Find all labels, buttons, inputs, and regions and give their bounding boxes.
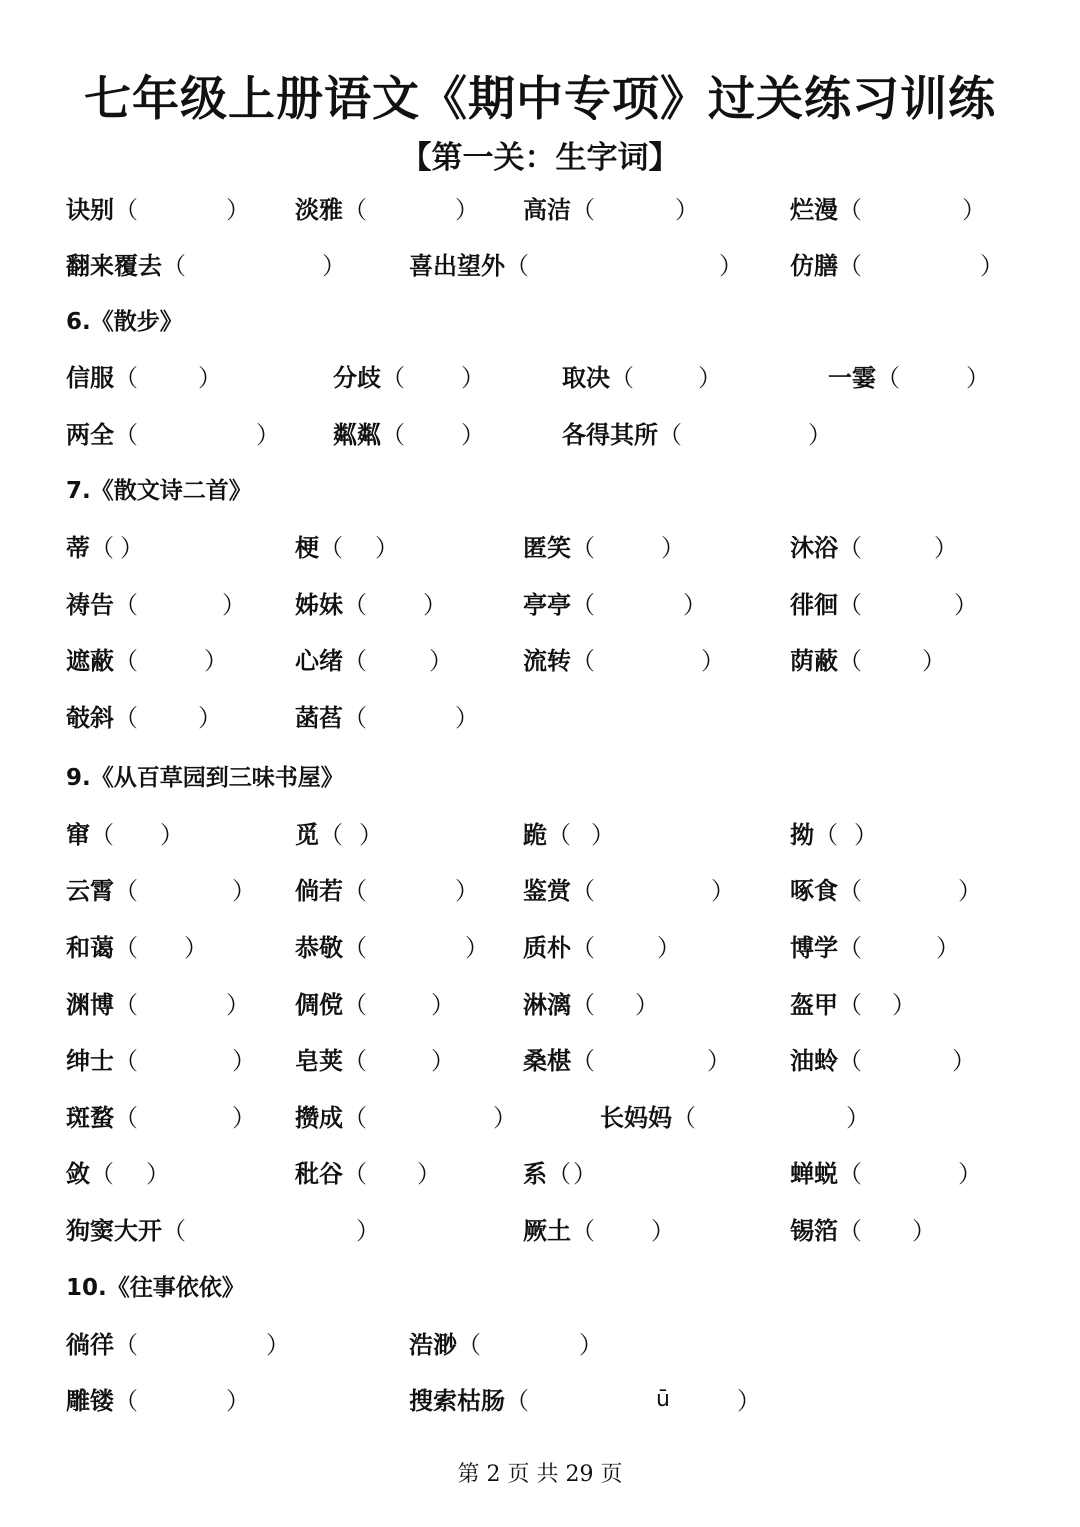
- vocab-row: 喜出望外（ ）: [409, 252, 743, 280]
- vocab-row: 皂荚（ ）: [295, 1047, 455, 1075]
- vocab-word: 淡雅: [295, 196, 343, 224]
- vocab-row: 仿膳（ ）: [790, 252, 1004, 280]
- vocab-row: 一霎（ ）: [828, 364, 990, 392]
- vocab-word: 蝉蜕: [790, 1160, 838, 1188]
- vocab-word: 觅: [295, 821, 319, 849]
- vocab-row: 觅（ ）: [295, 821, 383, 849]
- vocab-word: 菡萏: [295, 704, 343, 732]
- vocab-word: 绅士: [66, 1047, 114, 1075]
- vocab-row: 诀别（ ）: [66, 196, 250, 224]
- vocab-word: 倜傥: [295, 991, 343, 1019]
- vocab-row: 渊博（ ）: [66, 991, 250, 1019]
- vocab-word: 翻来覆去: [66, 252, 162, 280]
- vocab-word: 拗: [790, 821, 814, 849]
- vocab-word: 和蔼: [66, 934, 114, 962]
- vocab-word: 信服: [66, 364, 114, 392]
- vocab-row: 徘徊（ ）: [790, 591, 978, 619]
- vocab-row: 烂漫（ ）: [790, 196, 986, 224]
- vocab-row: 心绪（ ）: [295, 647, 453, 675]
- vocab-row: 信服（ ）: [66, 364, 222, 392]
- section-subtitle: 【第一关：生字词】: [400, 140, 680, 176]
- vocab-row: 质朴（ ）: [523, 934, 681, 962]
- vocab-word: 长妈妈: [600, 1104, 672, 1132]
- vocab-word: 流转: [523, 647, 571, 675]
- vocab-row: 荫蔽（ ）: [790, 647, 946, 675]
- vocab-row: 两全（ ）: [66, 421, 280, 449]
- vocab-row: 攒成（ ）: [295, 1104, 517, 1132]
- vocab-word: 油蛉: [790, 1047, 838, 1075]
- vocab-word: 喜出望外: [409, 252, 505, 280]
- vocab-row: 锡箔（ ）: [790, 1217, 936, 1245]
- vocab-row: 绅士（ ）: [66, 1047, 256, 1075]
- vocab-word: 蒂: [66, 534, 90, 562]
- vocab-word: 锡箔: [790, 1217, 838, 1245]
- vocab-row: 桑椹（ ）: [523, 1047, 731, 1075]
- vocab-word: 渊博: [66, 991, 114, 1019]
- vocab-row: 浩渺（ ）: [409, 1331, 603, 1359]
- vocab-word: 盔甲: [790, 991, 838, 1019]
- vocab-word: 浩渺: [409, 1331, 457, 1359]
- vocab-word: 荫蔽: [790, 647, 838, 675]
- vocab-word: 倘若: [295, 877, 343, 905]
- vocab-row: 系（）: [523, 1160, 597, 1188]
- vocab-row: 厥土（ ）: [523, 1217, 675, 1245]
- vocab-word: 亭亭: [523, 591, 571, 619]
- vocab-word: 两全: [66, 421, 114, 449]
- vocab-word: 烂漫: [790, 196, 838, 224]
- vocab-word: 分歧: [333, 364, 381, 392]
- vocab-word: 跪: [523, 821, 547, 849]
- vocab-row: 高洁（ ）: [523, 196, 699, 224]
- vocab-word: 云霄: [66, 877, 114, 905]
- vocab-word: 鉴赏: [523, 877, 571, 905]
- vocab-word: 诀别: [66, 196, 114, 224]
- vocab-row: 淋漓（ ）: [523, 991, 659, 1019]
- vocab-row: 搜索枯肠（ ）: [409, 1387, 761, 1415]
- vocab-row: 博学（ ）: [790, 934, 960, 962]
- vocab-row: 姊妹（ ）: [295, 591, 447, 619]
- section-heading: 10.《往事依依》: [66, 1275, 245, 1301]
- vocab-word: 徘徊: [790, 591, 838, 619]
- vocab-row: 倘若（ ）: [295, 877, 479, 905]
- vocab-row: 斑蝥（ ）: [66, 1104, 256, 1132]
- vocab-row: 窜（ ）: [66, 821, 184, 849]
- vocab-row: 蝉蜕（ ）: [790, 1160, 982, 1188]
- vocab-row: 徜徉（ ）: [66, 1331, 290, 1359]
- vocab-word: 桑椹: [523, 1047, 571, 1075]
- section-heading: 6.《散步》: [66, 309, 183, 335]
- stray-pinyin-mark: ū: [656, 1387, 670, 1412]
- vocab-word: 秕谷: [295, 1160, 343, 1188]
- vocab-word: 粼粼: [333, 421, 381, 449]
- vocab-row: 雕镂（ ）: [66, 1387, 250, 1415]
- vocab-row: 敛（ ）: [66, 1160, 170, 1188]
- vocab-row: 云霄（ ）: [66, 877, 256, 905]
- vocab-word: 徜徉: [66, 1331, 114, 1359]
- vocab-word: 攲斜: [66, 704, 114, 732]
- vocab-row: 鉴赏（ ）: [523, 877, 735, 905]
- vocab-word: 敛: [66, 1160, 90, 1188]
- section-heading: 7.《散文诗二首》: [66, 478, 252, 504]
- vocab-row: 跪（ ）: [523, 821, 615, 849]
- vocab-word: 取决: [562, 364, 610, 392]
- vocab-row: 狗窦大开（ ）: [66, 1217, 380, 1245]
- vocab-word: 博学: [790, 934, 838, 962]
- vocab-word: 斑蝥: [66, 1104, 114, 1132]
- vocab-word: 高洁: [523, 196, 571, 224]
- vocab-word: 搜索枯肠: [409, 1387, 505, 1415]
- vocab-row: 和蔼（ ）: [66, 934, 208, 962]
- vocab-row: 匿笑（ ）: [523, 534, 685, 562]
- vocab-row: 翻来覆去（ ）: [66, 252, 346, 280]
- vocab-row: 祷告（ ）: [66, 591, 246, 619]
- vocab-row: 取决（ ）: [562, 364, 722, 392]
- vocab-word: 姊妹: [295, 591, 343, 619]
- vocab-row: 拗（ ）: [790, 821, 878, 849]
- vocab-row: 倜傥（ ）: [295, 991, 455, 1019]
- section-heading: 9.《从百草园到三味书屋》: [66, 765, 344, 791]
- vocab-word: 遮蔽: [66, 647, 114, 675]
- vocab-row: 流转（ ）: [523, 647, 725, 675]
- vocab-word: 雕镂: [66, 1387, 114, 1415]
- vocab-row: 盔甲（ ）: [790, 991, 916, 1019]
- vocab-row: 秕谷（ ）: [295, 1160, 441, 1188]
- vocab-word: 皂荚: [295, 1047, 343, 1075]
- vocab-word: 淋漓: [523, 991, 571, 1019]
- vocab-row: 遮蔽（ ）: [66, 647, 228, 675]
- vocab-word: 仿膳: [790, 252, 838, 280]
- vocab-row: 粼粼（ ）: [333, 421, 485, 449]
- vocab-word: 各得其所: [562, 421, 658, 449]
- vocab-word: 祷告: [66, 591, 114, 619]
- vocab-word: 恭敬: [295, 934, 343, 962]
- vocab-word: 厥土: [523, 1217, 571, 1245]
- vocab-word: 系: [523, 1160, 547, 1188]
- vocab-word: 梗: [295, 534, 319, 562]
- vocab-row: 分歧（ ）: [333, 364, 485, 392]
- vocab-row: 攲斜（ ）: [66, 704, 222, 732]
- vocab-word: 心绪: [295, 647, 343, 675]
- vocab-word: 沐浴: [790, 534, 838, 562]
- vocab-row: 蒂（ ）: [66, 534, 144, 562]
- vocab-row: 啄食（ ）: [790, 877, 982, 905]
- vocab-word: 狗窦大开: [66, 1217, 162, 1245]
- vocab-row: 淡雅（ ）: [295, 196, 479, 224]
- vocab-row: 菡萏（ ）: [295, 704, 479, 732]
- vocab-word: 质朴: [523, 934, 571, 962]
- vocab-row: 各得其所（ ）: [562, 421, 832, 449]
- vocab-word: 攒成: [295, 1104, 343, 1132]
- vocab-row: 长妈妈（ ）: [600, 1104, 870, 1132]
- vocab-row: 沐浴（ ）: [790, 534, 958, 562]
- vocab-row: 恭敬（ ）: [295, 934, 489, 962]
- page-number-footer: 第 2 页 共 29 页: [457, 1462, 623, 1487]
- vocab-row: 油蛉（ ）: [790, 1047, 976, 1075]
- vocab-word: 匿笑: [523, 534, 571, 562]
- vocab-word: 一霎: [828, 364, 876, 392]
- vocab-row: 梗（ ）: [295, 534, 399, 562]
- page-title: 七年级上册语文《期中专项》过关练习训练: [84, 72, 996, 127]
- vocab-row: 亭亭（ ）: [523, 591, 707, 619]
- vocab-word: 窜: [66, 821, 90, 849]
- vocab-word: 啄食: [790, 877, 838, 905]
